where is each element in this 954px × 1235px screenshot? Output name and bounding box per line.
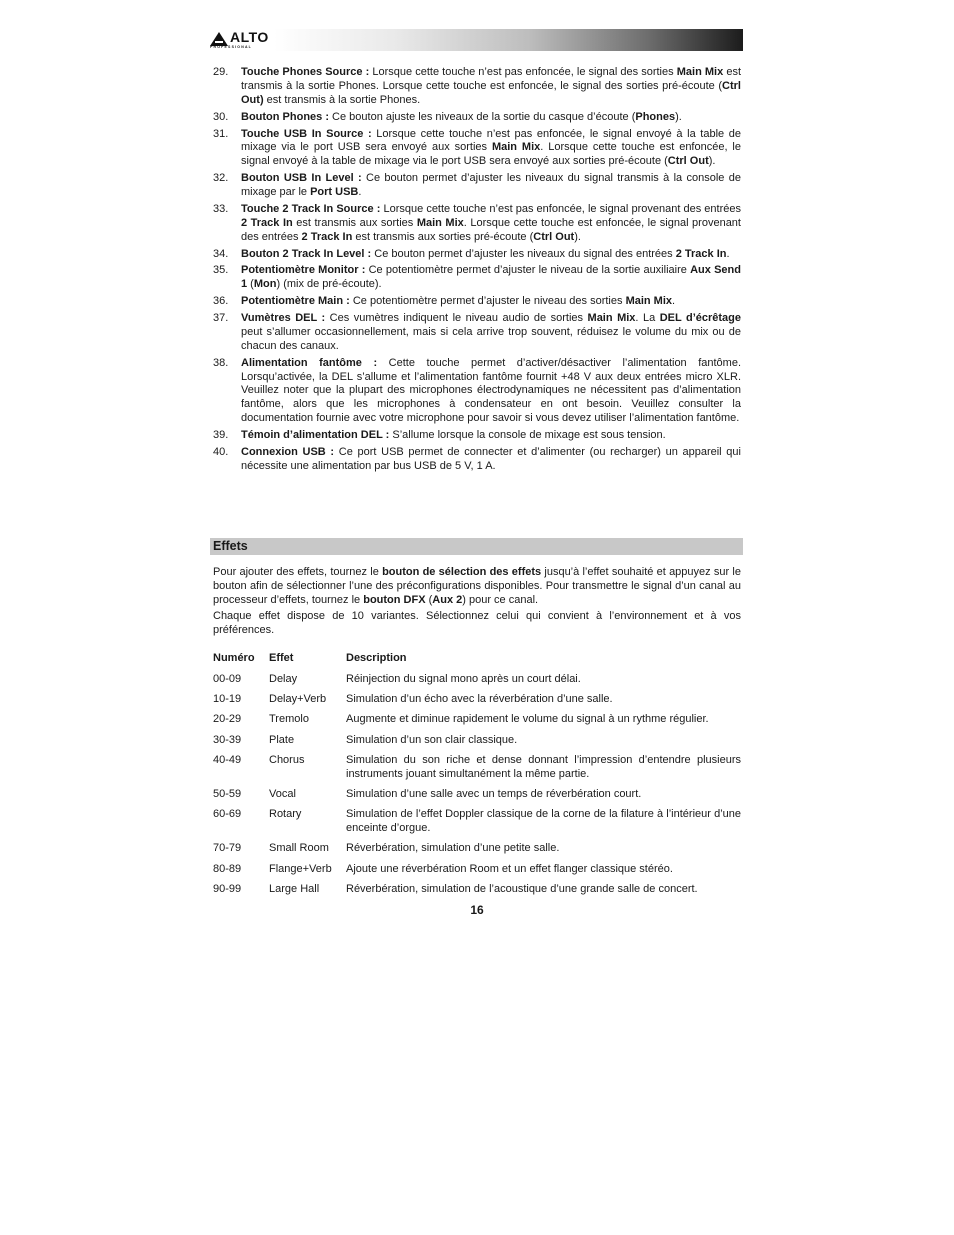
effect-description-cell: Réinjection du signal mono après un court délai. bbox=[346, 672, 581, 685]
item-term: Ctrl Out) bbox=[241, 79, 741, 106]
item-term: DEL d’écrêtage bbox=[659, 312, 742, 325]
item-text: est transmis aux sorties bbox=[292, 216, 417, 229]
intro-term: bouton DFX bbox=[363, 593, 426, 606]
item-number: 36. bbox=[213, 295, 229, 308]
item-term: 2 Track In bbox=[301, 230, 353, 243]
table-row bbox=[213, 842, 741, 862]
table-row bbox=[213, 693, 741, 713]
item-text: . bbox=[726, 247, 730, 260]
control-description-list bbox=[213, 66, 741, 477]
item-number: 34. bbox=[213, 247, 229, 260]
intro-term: Aux 2 bbox=[432, 593, 463, 606]
item-text: Lorsque cette touche n’est pas enfoncée, le signal envoyé à la table de mixage via le port USB sera envoyé aux sorties bbox=[241, 127, 741, 154]
effect-number-cell: 00-09 bbox=[213, 672, 242, 685]
item-term: Main Mix bbox=[416, 216, 464, 229]
brand-subtext: PROFESSIONAL bbox=[210, 45, 253, 49]
item-term: Bouton Phones : bbox=[241, 110, 329, 123]
effect-number-cell: 50-59 bbox=[213, 788, 242, 801]
item-text: est transmis aux sorties pré-écoute ( bbox=[352, 230, 534, 243]
list-item bbox=[213, 446, 741, 474]
list-item bbox=[213, 248, 741, 262]
item-text: peut s’allumer occasionnellement, mais si cela arrive trop souvent, réduisez le volume du mix ou de chacun des canaux. bbox=[241, 326, 741, 352]
alto-triangle-icon bbox=[210, 32, 228, 46]
effect-number-cell: 80-89 bbox=[213, 862, 242, 875]
item-term: Potentiomètre Main : bbox=[241, 295, 350, 308]
item-term: Aux Send 1 bbox=[241, 264, 741, 291]
effect-description-cell: Simulation d’un écho avec la réverbération d’une salle. bbox=[346, 693, 613, 706]
item-number: 39. bbox=[213, 429, 229, 441]
item-term: Bouton 2 Track In Level : bbox=[241, 247, 372, 260]
item-text: S’allume lorsque la console de mixage est sous tension. bbox=[389, 429, 666, 441]
item-text: Ce bouton permet d’ajuster les niveaux du signal des entrées bbox=[371, 247, 676, 260]
effect-description-cell: Simulation d’un son clair classique. bbox=[346, 733, 518, 746]
item-number: 30. bbox=[213, 110, 229, 123]
item-term: Mon bbox=[253, 278, 277, 291]
item-text: Ce port USB permet de connecter et d’alimenter (ou recharger) un appareil qui nécessite une alimentation par bus USB de 5 V, 1 A. bbox=[241, 445, 741, 472]
item-text: Ce potentiomètre permet d’ajuster le niveau des sorties bbox=[349, 295, 626, 308]
table-row bbox=[213, 883, 741, 903]
item-text: ). bbox=[675, 110, 682, 123]
item-term: Potentiomètre Monitor : bbox=[241, 264, 366, 277]
alto-logo bbox=[210, 29, 269, 51]
item-number: 40. bbox=[213, 445, 229, 458]
effect-name-cell: Delay+Verb bbox=[269, 693, 327, 706]
intro-paragraph bbox=[213, 610, 741, 638]
item-text: ( bbox=[247, 278, 254, 291]
intro-text: ) pour ce canal. bbox=[462, 593, 539, 606]
effect-name-cell: Plate bbox=[269, 733, 295, 746]
item-number: 35. bbox=[213, 264, 229, 277]
effect-description-cell: Simulation d’une salle avec un temps de réverbération court. bbox=[346, 788, 642, 801]
item-text: Ce bouton permet d’ajuster les niveaux du signal transmis à la console de mixage par le bbox=[241, 172, 741, 198]
item-term: Main Mix bbox=[491, 141, 541, 154]
effect-description-cell: Simulation du son riche et dense donnant l’impression d’entendre plusieurs instruments jouant simultanément la même partie. bbox=[346, 753, 741, 780]
item-term: Main Mix bbox=[587, 312, 636, 325]
item-number: 29. bbox=[213, 66, 229, 78]
effect-number-cell: 10-19 bbox=[213, 693, 242, 706]
item-term: Touche 2 Track In Source : bbox=[241, 202, 381, 215]
item-term: Main Mix bbox=[625, 295, 673, 308]
table-row bbox=[213, 734, 741, 754]
item-number: 31. bbox=[213, 127, 229, 140]
list-item bbox=[213, 172, 741, 200]
table-row bbox=[213, 713, 741, 733]
item-text: ) (mix de pré-écoute). bbox=[276, 278, 382, 291]
item-text: . La bbox=[635, 312, 660, 325]
effect-description-cell: Réverbération, simulation de l’acoustique d’une grande salle de concert. bbox=[346, 883, 698, 896]
item-term: Port USB bbox=[310, 185, 359, 198]
item-term: Bouton USB In Level : bbox=[241, 172, 362, 185]
header-gradient-bar bbox=[210, 29, 743, 51]
list-item bbox=[213, 312, 741, 353]
effect-name-cell: Tremolo bbox=[269, 713, 309, 726]
item-term: Témoin d’alimentation DEL : bbox=[241, 429, 390, 441]
effect-name-cell: Chorus bbox=[269, 753, 305, 766]
effect-number-cell: 70-79 bbox=[213, 842, 242, 855]
column-header-number: Numéro bbox=[213, 652, 255, 664]
page-number: 16 bbox=[470, 903, 484, 917]
item-term: Ctrl Out bbox=[533, 230, 575, 243]
list-item bbox=[213, 264, 741, 292]
section-header bbox=[210, 538, 743, 555]
effects-table bbox=[213, 652, 741, 903]
intro-term: bouton de sélection des effets bbox=[382, 566, 542, 578]
table-header-row bbox=[213, 652, 741, 673]
effect-name-cell: Vocal bbox=[269, 788, 296, 801]
item-text: ). bbox=[574, 230, 581, 243]
item-number: 32. bbox=[213, 172, 229, 185]
item-text: Ces vumètres indiquent le niveau audio de sorties bbox=[325, 312, 588, 325]
list-item bbox=[213, 111, 741, 125]
column-header-effect: Effet bbox=[269, 652, 294, 664]
table-row bbox=[213, 754, 741, 788]
item-term: Phones bbox=[635, 110, 676, 123]
item-text: Lorsque cette touche n’est pas enfoncée, le signal des sorties bbox=[369, 66, 677, 78]
list-item bbox=[213, 429, 741, 443]
section-title: Effets bbox=[213, 539, 248, 553]
item-text: . Lorsque cette touche est enfoncée, le signal envoyé à la table de mixage via le port USB sera envoyé aux sorties pré-écoute ( bbox=[241, 141, 741, 168]
effect-number-cell: 40-49 bbox=[213, 753, 242, 766]
table-row bbox=[213, 808, 741, 842]
list-item bbox=[213, 128, 741, 169]
intro-text: ( bbox=[425, 593, 433, 606]
list-item bbox=[213, 66, 741, 107]
item-number: 33. bbox=[213, 202, 229, 215]
intro-text: Pour ajouter des effets, tournez le bbox=[213, 566, 383, 578]
list-item bbox=[213, 203, 741, 244]
item-text: Lorsque cette touche n’est pas enfoncée, le signal provenant des entrées bbox=[380, 202, 742, 215]
item-text: Ce bouton ajuste les niveaux de la sortie du casque d’écoute ( bbox=[329, 110, 636, 123]
effect-description-cell: Réverbération, simulation d’une petite salle. bbox=[346, 842, 560, 855]
effect-number-cell: 20-29 bbox=[213, 713, 242, 726]
effect-name-cell: Delay bbox=[269, 672, 298, 685]
item-text: Ce potentiomètre permet d’ajuster le niveau de la sortie auxiliaire bbox=[365, 264, 691, 277]
intro-text: jusqu’à l’effet souhaité et appuyez sur le bouton afin de sélectionner l’une des préconfigurations disponibles. Pour transmettre le signal d’un canal au processeur d’effets, tournez le bbox=[213, 566, 741, 606]
item-text: est transmis à la sortie Phones. Lorsque cette touche est enfoncée, le signal des sorties pré-écoute ( bbox=[241, 66, 742, 92]
list-item bbox=[213, 295, 741, 309]
item-text: . Lorsque cette touche est enfoncée, le signal provenant des entrées bbox=[241, 216, 741, 243]
item-term: Main Mix bbox=[676, 66, 724, 78]
effect-description-cell: Augmente et diminue rapidement le volume du signal à un rythme régulier. bbox=[346, 713, 709, 726]
item-text: . bbox=[672, 295, 676, 308]
effect-number-cell: 60-69 bbox=[213, 808, 242, 821]
brand-text: ALTO bbox=[230, 29, 269, 45]
table-row bbox=[213, 673, 741, 693]
item-text: . bbox=[358, 185, 362, 198]
effect-name-cell: Flange+Verb bbox=[269, 862, 332, 875]
effects-intro bbox=[213, 566, 741, 641]
effect-number-cell: 30-39 bbox=[213, 733, 242, 746]
item-term: Alimentation fantôme : bbox=[241, 356, 378, 369]
list-item bbox=[213, 357, 741, 426]
item-term: Vumètres DEL : bbox=[241, 312, 326, 325]
item-number: 38. bbox=[213, 356, 229, 369]
intro-text: Chaque effet dispose de 10 variantes. Sélectionnez celui qui convient à l’environnement et à vos préférences. bbox=[213, 610, 741, 637]
table-row bbox=[213, 788, 741, 808]
item-text: est transmis à la sortie Phones. bbox=[263, 93, 421, 106]
table-row bbox=[213, 863, 741, 883]
effect-name-cell: Large Hall bbox=[269, 883, 320, 896]
item-term: 2 Track In bbox=[675, 247, 727, 260]
item-term: Touche Phones Source : bbox=[241, 66, 370, 78]
item-text: ). bbox=[708, 155, 716, 168]
column-header-description: Description bbox=[346, 652, 407, 664]
intro-paragraph bbox=[213, 566, 741, 607]
effect-description-cell: Simulation de l’effet Doppler classique de la corne de la filature à l’intérieur d’une enceinte d’orgue. bbox=[346, 808, 741, 835]
effect-number-cell: 90-99 bbox=[213, 883, 242, 896]
effect-description-cell: Ajoute une réverbération Room et un effet flanger classique stéréo. bbox=[346, 862, 673, 875]
effect-name-cell: Rotary bbox=[269, 808, 302, 821]
effect-name-cell: Small Room bbox=[269, 842, 329, 855]
item-term: Ctrl Out bbox=[667, 155, 709, 168]
item-term: 2 Track In bbox=[241, 216, 293, 229]
item-text: Cette touche permet d’activer/désactiver l’alimentation fantôme. Lorsqu’activée, la DEL s’allume et l’alimentation fantôme fournit +48 V aux deux entrées micro XLR. Veuillez noter que la plupart des microphones électrodynamiques ne nécessitent pas d’alimentation fantôme, alors que les microphones à condensateur en ont besoin. Veuillez consulter la documentation fournie avec votre microphone pour savoir si vous devez utiliser l’alimentation fantôme. bbox=[241, 356, 742, 425]
item-number: 37. bbox=[213, 312, 229, 325]
item-term: Touche USB In Source : bbox=[241, 127, 372, 140]
item-term: Connexion USB : bbox=[241, 445, 335, 458]
